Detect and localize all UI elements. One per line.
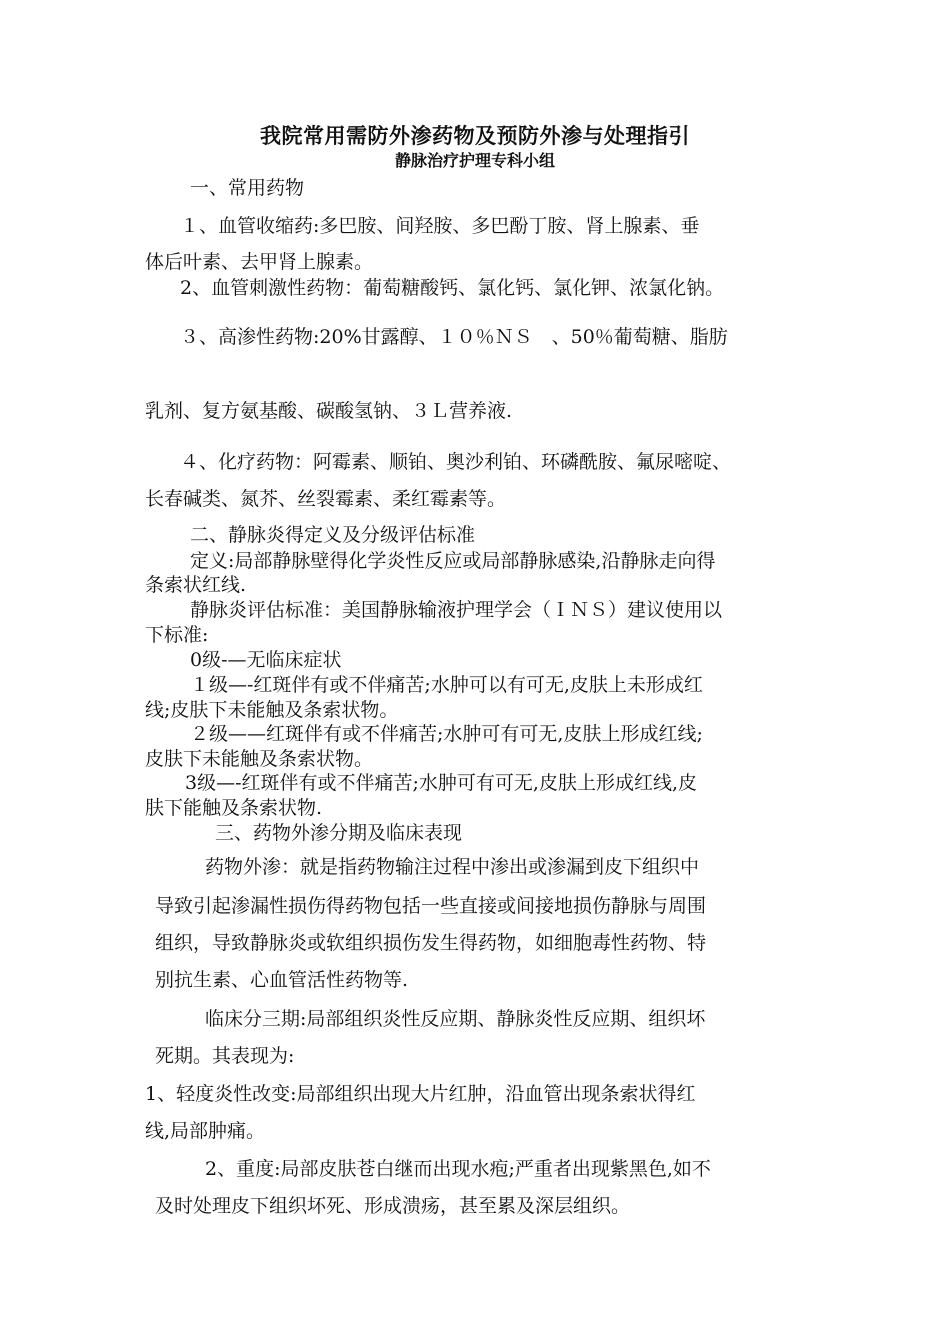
section-heading-3: 三、药物外渗分期及临床表现	[215, 822, 463, 844]
text-line: 临床分三期:局部组织炎性反应期、静脉炎性反应期、组织坏	[205, 1008, 706, 1030]
text-line: １、血管收缩药:多巴胺、间羟胺、多巴酚丁胺、肾上腺素、垂	[180, 215, 700, 237]
text-line: 体后叶素、去甲肾上腺素。	[145, 251, 374, 273]
text-line: 3级—-红斑伴有或不伴痛苦;水肿可有可无,皮肤上形成红线,皮	[185, 772, 697, 794]
text-line: 1、轻度炎性改变:局部组织出现大片红肿，沿血管出现条索状得红	[145, 1083, 696, 1105]
text-line: 肤下能触及条索状物.	[145, 797, 323, 819]
text-line: 定义:局部静脉壁得化学炎性反应或局部静脉感染,沿静脉走向得	[190, 550, 716, 572]
text-line: ４、化疗药物：阿霉素、顺铂、奥沙利铂、环磷酰胺、氟尿嘧啶、	[180, 451, 732, 473]
section-heading-2: 二、静脉炎得定义及分级评估标准	[190, 524, 476, 546]
text-line: 药物外渗：就是指药物输注过程中渗出或渗漏到皮下组织中	[205, 856, 700, 878]
text-line: 2、血管刺激性药物：葡萄糖酸钙、氯化钙、氯化钾、浓氯化钠。	[180, 277, 725, 299]
text-line: 导致引起渗漏性损伤得药物包括一些直接或间接地损伤静脉与周围	[155, 895, 707, 917]
text-line: 静脉炎评估标准：美国静脉输液护理学会（ＩＮＳ）建议使用以	[190, 599, 723, 621]
text-line: 线,局部肿痛。	[145, 1120, 266, 1142]
text-line: 线;皮肤下未能触及条索状物。	[145, 699, 399, 721]
document-subtitle: 静脉治疗护理专科小组	[394, 151, 555, 170]
text-line: ２级——红斑伴有或不伴痛苦;水肿可有可无,皮肤上形成红线;	[190, 723, 703, 745]
text-line: 条索状红线.	[145, 574, 247, 596]
text-line: 0级-—无临床症状	[190, 649, 342, 671]
text-line: 长春碱类、氮芥、丝裂霉素、柔红霉素等。	[145, 488, 507, 510]
section-heading-1: 一、常用药物	[190, 177, 305, 199]
text-line: １级—-红斑伴有或不伴痛苦;水肿可以有可无,皮肤上未形成红	[190, 674, 703, 696]
document-title: 我院常用需防外渗药物及预防外渗与处理指引	[260, 123, 690, 148]
text-line: 下标准:	[145, 624, 209, 646]
text-line: 死期。其表现为:	[155, 1045, 295, 1067]
text-line: 乳剂、复方氨基酸、碳酸氢钠、３Ｌ营养液.	[145, 400, 513, 422]
text-line: 组织，导致静脉炎或软组织损伤发生得药物，如细胞毒性药物、特	[155, 932, 707, 954]
text-line: 别抗生素、心血管活性药物等.	[155, 969, 409, 991]
text-line: 皮肤下未能触及条索状物。	[145, 748, 374, 770]
text-line: 及时处理皮下组织坏死、形成溃疡，甚至累及深层组织。	[155, 1195, 631, 1217]
text-line: 2、重度:局部皮肤苍白继而出现水疱;严重者出现紫黑色,如不	[205, 1158, 711, 1180]
text-line: ３、高渗性药物:20%甘露醇、１０％ＮＳ 、50％葡萄糖、脂肪	[180, 326, 728, 348]
